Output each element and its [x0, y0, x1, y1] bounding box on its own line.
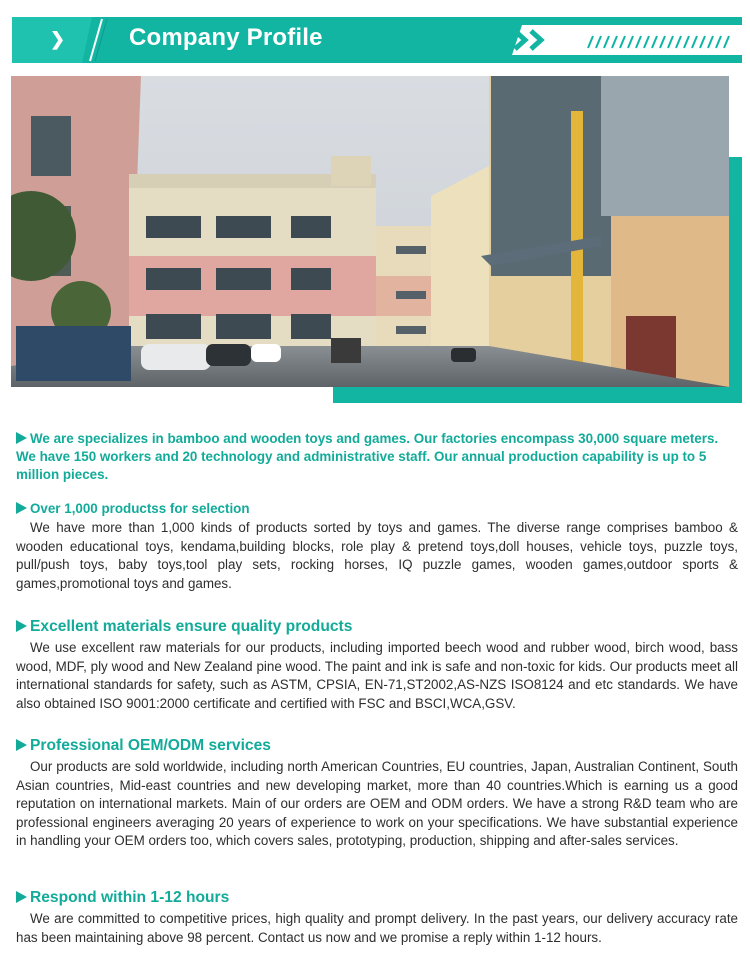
- triangle-bullet-icon: [16, 739, 27, 751]
- triangle-bullet-icon: [16, 432, 27, 444]
- section-respond: [16, 889, 738, 947]
- section-body: We have more than 1,000 kinds of products sorted by toys and games. The diverse range comprises bamboo & wooden educational toys, kendama,building blocks, role play & pretend toys,doll houses, vehicle toys, puzzle toys, pull/push toys, baby toys,tool play sets, rocking horses, IQ puzzle games, wooden games,outdoor sports & games,promotional toys and games.: [16, 520, 738, 591]
- intro-paragraph: [16, 430, 736, 484]
- section-header-banner: [12, 17, 742, 63]
- section-heading: Professional OEM/ODM services: [16, 737, 738, 755]
- section-body: Our products are sold worldwide, including north American Countries, EU countries, Japan, Australian Continent, South Asian countries, Mid-east countries and new developing market, more than 40 countries.Which is earning us a good reputation on international markets. Main of our orders are OEM and ODM orders. We have a strong R&D team who are professional engineers averaging 20 years of experience to work on your specifications. We have substantial experience in handling your OEM orders too, which covers sales, prototyping, production, shipping and after-sales services.: [16, 759, 738, 849]
- triple-chevron-icon: [497, 28, 557, 52]
- triangle-bullet-icon: [16, 891, 27, 903]
- section-heading: Over 1,000 productss for selection: [16, 501, 738, 516]
- section-oem-odm: [16, 737, 738, 851]
- intro-text: We are specializes in bamboo and wooden toys and games. Our factories encompass 30,000 square meters. We have 150 workers and 20 technology and administrative staff. Our annual production capability is up to 5 million pieces.: [16, 431, 719, 482]
- section-heading: Respond within 1-12 hours: [16, 889, 738, 907]
- factory-photo: [11, 76, 729, 387]
- section-body: We are committed to competitive prices, high quality and prompt delivery. In the past years, our delivery accuracy rate has been maintaining above 98 percent. Contact us now and we promise a reply within 1-12 hours.: [16, 911, 738, 945]
- section-materials: [16, 618, 738, 713]
- triangle-bullet-icon: [16, 502, 27, 514]
- factory-illustration: [11, 76, 729, 387]
- triangle-bullet-icon: [16, 620, 27, 632]
- chevron-right-icon: ❯: [50, 29, 66, 49]
- section-heading: Excellent materials ensure quality products: [16, 618, 738, 636]
- page-title: Company Profile: [129, 24, 323, 51]
- section-body: We use excellent raw materials for our products, including imported beech wood and rubber wood, birch wood, bass wood, MDF, ply wood and New Zealand pine wood. The paint and ink is safe and non-toxic for kids. Our products meet all international standards for safety, such as ASTM, CPSIA, EN-71,ST2002,AS-NZS ISO8124 and etc standards. We have also obtained ISO 9001:2000 certificate and certified with FSC and BSCI,WCA,GSV.: [16, 640, 738, 711]
- stripe-pattern-icon: [584, 35, 734, 49]
- section-products: [16, 501, 738, 593]
